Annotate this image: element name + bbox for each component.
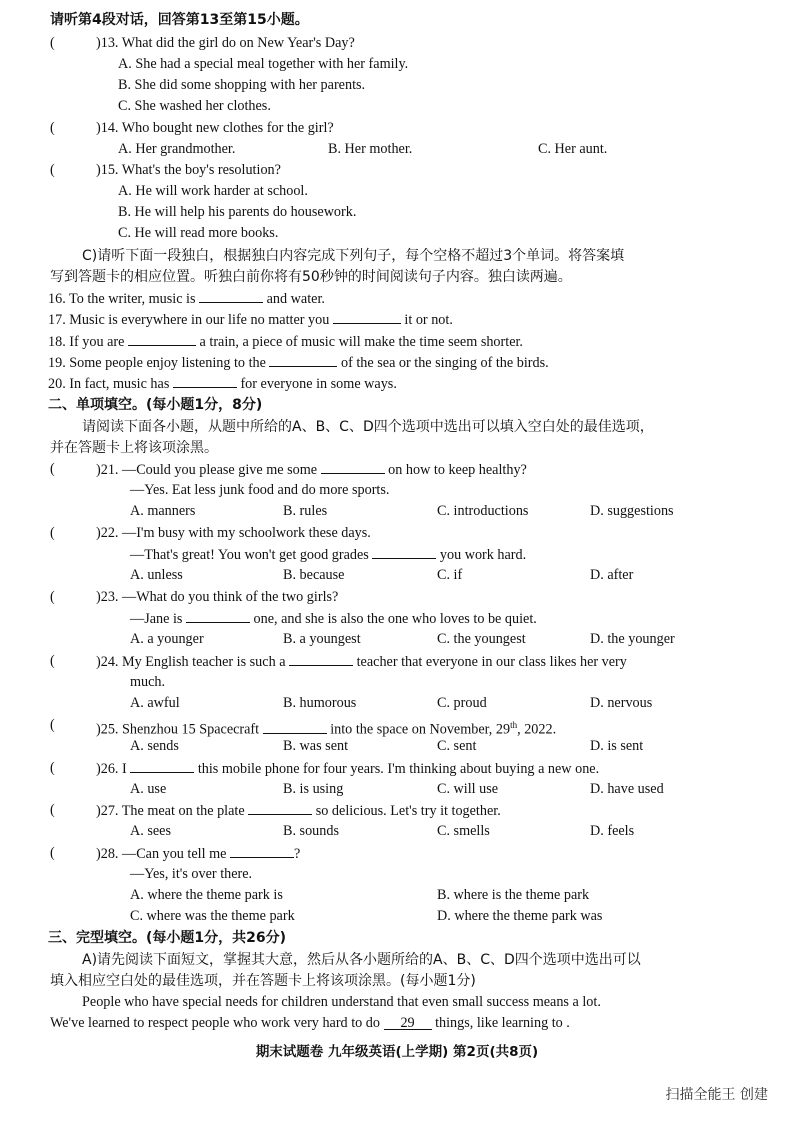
option-c: C. if	[437, 567, 463, 583]
section2-instruction-2: 并在答题卡上将该项涂黑。	[50, 440, 218, 456]
page-footer: 期末试题卷 九年级英语(上学期) 第2页(共8页)	[255, 1044, 539, 1060]
question-stem: )22. —I'm busy with my schoolwork these days.	[96, 525, 371, 541]
answer-blank[interactable]	[199, 288, 263, 303]
option-c: C. introductions	[437, 503, 529, 519]
answer-paren: (	[50, 162, 55, 178]
answer-blank[interactable]	[128, 331, 196, 346]
answer-blank[interactable]	[289, 651, 353, 666]
answer-paren: (	[50, 589, 55, 605]
question-stem: )23. —What do you think of the two girls?	[96, 589, 339, 605]
answer-paren: (	[50, 35, 55, 51]
answer-paren: (	[50, 845, 55, 861]
question-17: 17. Music is everywhere in our life no matter you it or not.	[48, 309, 453, 330]
answer-paren: (	[50, 120, 55, 136]
option-a: A. awful	[130, 695, 180, 711]
option-c: C. sent	[437, 738, 477, 754]
answer-blank[interactable]	[372, 544, 436, 559]
option-a: A. a younger	[130, 631, 204, 647]
option-a: A. unless	[130, 567, 183, 583]
option-a: A. Her grandmother.	[118, 141, 236, 157]
question-stem: )14. Who bought new clothes for the girl?	[96, 120, 334, 136]
answer-blank[interactable]	[269, 352, 337, 367]
option-a: A. manners	[130, 503, 196, 519]
passage-line-1: People who have special needs for children understand that even small success means a lot.	[82, 994, 601, 1010]
option-b: B. was sent	[283, 738, 349, 754]
option-a: A. use	[130, 781, 167, 797]
option-c: C. the youngest	[437, 631, 526, 647]
option-d: D. the younger	[590, 631, 675, 647]
option-c: C. She washed her clothes.	[118, 98, 271, 114]
option-c: C. will use	[437, 781, 499, 797]
answer-blank[interactable]	[173, 373, 237, 388]
question-18: 18. If you are a train, a piece of music will make the time seem shorter.	[48, 331, 523, 352]
option-a: A. sends	[130, 738, 179, 754]
answer-paren: (	[50, 802, 55, 818]
answer-paren: (	[50, 525, 55, 541]
section3-instruction-2: 填入相应空白处的最佳选项，并在答题卡上将该项涂黑。(每小题1分)	[50, 973, 476, 989]
scanner-watermark: 扫描全能王 创建	[665, 1087, 768, 1103]
option-c: C. smells	[437, 823, 490, 839]
passage-line-2: We've learned to respect people who work very hard to do 29 things, like learning to .	[50, 1015, 570, 1031]
section3-heading: 三、完型填空。(每小题1分，共26分)	[48, 930, 287, 946]
question-line: —Yes, it's over there.	[130, 866, 253, 882]
option-d: D. suggestions	[590, 503, 674, 519]
option-b: B. rules	[283, 503, 328, 519]
option-a: A. where the theme park is	[130, 887, 283, 903]
option-b: B. She did some shopping with her parents.	[118, 77, 366, 93]
question-line: —Yes. Eat less junk food and do more sports.	[130, 482, 390, 498]
cloze-blank-29[interactable]: 29	[384, 1013, 432, 1030]
option-b: B. is using	[283, 781, 344, 797]
option-d: D. is sent	[590, 738, 644, 754]
option-d: D. after	[590, 567, 634, 583]
option-c: C. proud	[437, 695, 487, 711]
answer-blank[interactable]	[248, 800, 312, 815]
section4-heading: 请听第4段对话，回答第13至第15小题。	[50, 12, 309, 28]
option-b: B. Her mother.	[328, 141, 413, 157]
answer-blank[interactable]	[186, 608, 250, 623]
answer-paren: (	[50, 461, 55, 477]
question-20: 20. In fact, music has for everyone in some ways.	[48, 373, 397, 394]
option-d: D. where the theme park was	[437, 908, 603, 924]
option-b: B. where is the theme park	[437, 887, 590, 903]
answer-blank[interactable]	[333, 309, 401, 324]
question-line: much.	[130, 674, 166, 690]
option-c: C. He will read more books.	[118, 225, 279, 241]
option-d: D. feels	[590, 823, 635, 839]
partc-instruction-1: C)请听下面一段独白，根据独白内容完成下列句子，每个空格不超过3个单词。将答案填	[82, 248, 625, 264]
question-stem: )13. What did the girl do on New Year's Day?	[96, 35, 355, 51]
option-b: B. He will help his parents do housework.	[118, 204, 357, 220]
partc-instruction-2: 写到答题卡的相应位置。听独白前你将有50秒钟的时间阅读句子内容。独白读两遍。	[50, 269, 572, 285]
answer-paren: (	[50, 760, 55, 776]
section2-heading: 二、单项填空。(每小题1分，8分)	[48, 397, 263, 413]
answer-blank[interactable]	[130, 758, 194, 773]
option-a: A. She had a special meal together with her family.	[118, 56, 409, 72]
answer-blank[interactable]	[230, 843, 294, 858]
answer-blank[interactable]	[263, 719, 327, 734]
question-16: 16. To the writer, music is and water.	[48, 288, 325, 309]
question-19: 19. Some people enjoy listening to the of the sea or the singing of the birds.	[48, 352, 549, 373]
answer-paren: (	[50, 653, 55, 669]
option-b: B. sounds	[283, 823, 339, 839]
option-a: A. sees	[130, 823, 171, 839]
option-c: C. Her aunt.	[538, 141, 608, 157]
section3-instruction-1: A)请先阅读下面短文，掌握其大意，然后从各小题所给的A、B、C、D四个选项中选出可以	[82, 952, 641, 968]
option-b: B. because	[283, 567, 345, 583]
question-stem: )15. What's the boy's resolution?	[96, 162, 281, 178]
option-b: B. humorous	[283, 695, 357, 711]
option-b: B. a youngest	[283, 631, 361, 647]
answer-paren: (	[50, 717, 55, 733]
option-d: D. nervous	[590, 695, 653, 711]
option-a: A. He will work harder at school.	[118, 183, 308, 199]
answer-blank[interactable]	[321, 459, 385, 474]
section2-instruction-1: 请阅读下面各小题，从题中所给的A、B、C、D四个选项中选出可以填入空白处的最佳选项，	[82, 419, 654, 435]
option-d: D. have used	[590, 781, 664, 797]
option-c: C. where was the theme park	[130, 908, 295, 924]
